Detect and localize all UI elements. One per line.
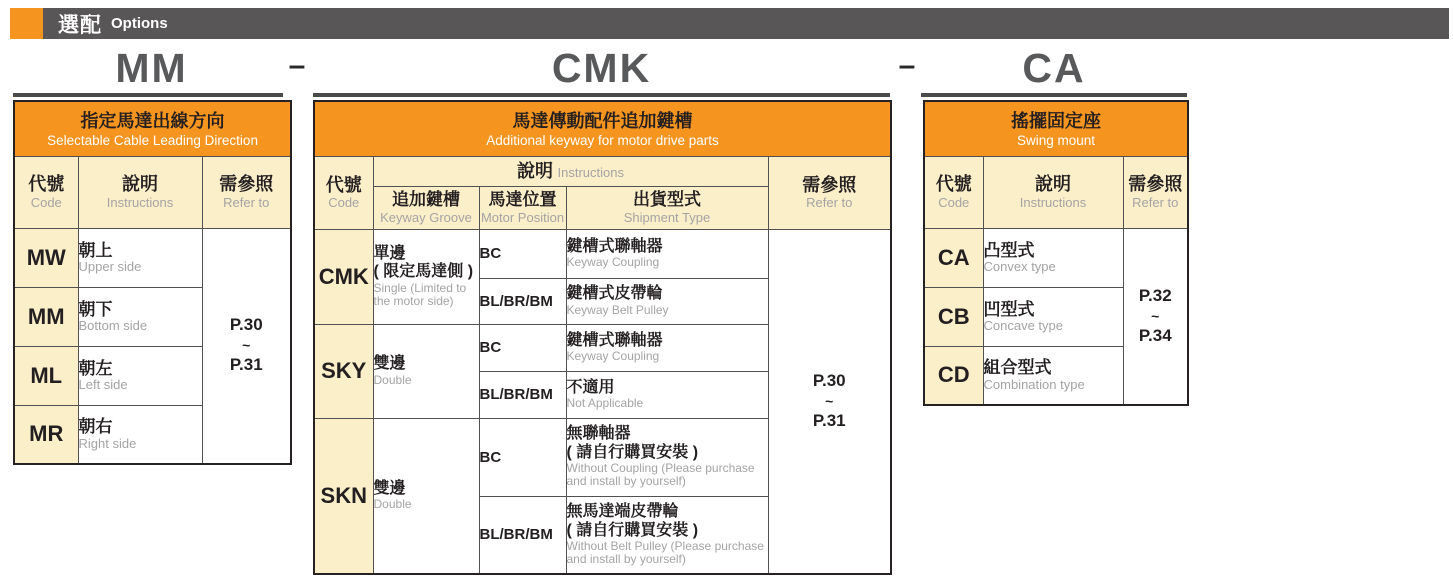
instruction-cell: 凸型式 Convex type	[983, 228, 1123, 287]
table-title-zh: 馬達傳動配件追加鍵槽	[512, 110, 693, 131]
code-cell: SKN	[314, 418, 373, 574]
instruction-cell: 凹型式 Concave type	[983, 287, 1123, 346]
refer-cell: P.30 ~ P.31	[768, 229, 891, 574]
table-title	[924, 101, 1188, 156]
keyway-groove-cell: 單邊 ( 限定馬達側 ) Single (Limited to the motor side)	[373, 229, 479, 324]
refer-cell: P.32 ~ P.34	[1123, 228, 1188, 405]
motor-position-cell: BL/BR/BM	[479, 278, 566, 324]
table-title-zh: 搖擺固定座	[1011, 110, 1102, 131]
options-accent-square	[10, 8, 43, 39]
keyway-groove-cell: 雙邊 Double	[373, 324, 479, 418]
page-title-zh: 選配	[58, 13, 102, 37]
column-header-refer: 需參照 Refer to	[768, 156, 891, 229]
column-header-instructions: 說明 Instructions	[983, 156, 1123, 228]
motor-position-cell: BC	[479, 418, 566, 496]
column-header-code: 代號 Code	[314, 156, 373, 229]
shipment-type-cell: 鍵槽式皮帶輪 Keyway Belt Pulley	[566, 278, 768, 324]
column-header-code: 代號 Code	[14, 156, 78, 228]
shipment-type-cell: 無馬達端皮帶輪 ( 請自行購買安裝 ) Without Belt Pulley (Please purchase and install by yourself)	[566, 496, 768, 574]
code-cell: CMK	[314, 229, 373, 324]
instruction-cell: 朝下 Bottom side	[78, 287, 202, 346]
group-title-mm: MM	[115, 45, 188, 91]
column-header-instructions: 說明 Instructions	[373, 156, 768, 186]
code-cell: CD	[924, 346, 983, 405]
table-title	[14, 101, 291, 156]
motor-position-cell: BL/BR/BM	[479, 496, 566, 574]
keyway-groove-cell: 雙邊 Double	[373, 418, 479, 574]
table-title-en: Selectable Cable Leading Direction	[47, 132, 258, 148]
dash-separator: –	[898, 49, 916, 82]
table-row	[924, 228, 1188, 287]
column-header-keyway-groove: 追加鍵槽 Keyway Groove	[373, 186, 479, 229]
shipment-type-cell: 鍵槽式聯軸器 Keyway Coupling	[566, 324, 768, 371]
group-title-ca: CA	[1022, 45, 1086, 91]
group-title-cmk: CMK	[551, 45, 652, 91]
mm-options-table	[13, 100, 292, 465]
table-title-en: Additional keyway for motor drive parts	[486, 132, 719, 148]
table-row	[14, 228, 291, 287]
shipment-type-cell: 鍵槽式聯軸器 Keyway Coupling	[566, 229, 768, 278]
title-rule-ca	[921, 93, 1187, 97]
table-title-en: Swing mount	[1016, 132, 1096, 148]
table-title-zh: 指定馬達出線方向	[80, 110, 225, 131]
table-row	[314, 229, 891, 278]
instruction-cell: 朝右 Right side	[78, 405, 202, 464]
code-cell: SKY	[314, 324, 373, 418]
motor-position-cell: BC	[479, 324, 566, 371]
shipment-type-cell: 不適用 Not Applicable	[566, 371, 768, 418]
instruction-cell: 朝左 Left side	[78, 346, 202, 405]
motor-position-cell: BL/BR/BM	[479, 371, 566, 418]
column-header-instructions: 說明 Instructions	[78, 156, 202, 228]
page-title-en: Options	[111, 15, 168, 32]
motor-position-cell: BC	[479, 229, 566, 278]
code-cell: MW	[14, 228, 78, 287]
ca-options-table	[923, 100, 1189, 406]
code-cell: ML	[14, 346, 78, 405]
instruction-cell: 朝上 Upper side	[78, 228, 202, 287]
instruction-cell: 組合型式 Combination type	[983, 346, 1123, 405]
column-header-refer: 需參照 Refer to	[1123, 156, 1188, 228]
title-rule-mm	[13, 93, 283, 97]
code-cell: MM	[14, 287, 78, 346]
column-header-code: 代號 Code	[924, 156, 983, 228]
cmk-options-table	[313, 100, 892, 575]
table-title	[314, 101, 891, 156]
shipment-type-cell: 無聯軸器 ( 請自行購買安裝 ) Without Coupling (Please purchase and install by yourself)	[566, 418, 768, 496]
refer-cell: P.30 ~ P.31	[202, 228, 291, 464]
code-cell: CB	[924, 287, 983, 346]
code-cell: CA	[924, 228, 983, 287]
title-rule-cmk	[313, 93, 890, 97]
column-header-refer: 需參照 Refer to	[202, 156, 291, 228]
page-header-bar	[43, 8, 1449, 39]
column-header-motor-position: 馬達位置 Motor Position	[479, 186, 566, 229]
dash-separator: –	[288, 49, 306, 82]
column-header-shipment-type: 出貨型式 Shipment Type	[566, 186, 768, 229]
code-cell: MR	[14, 405, 78, 464]
